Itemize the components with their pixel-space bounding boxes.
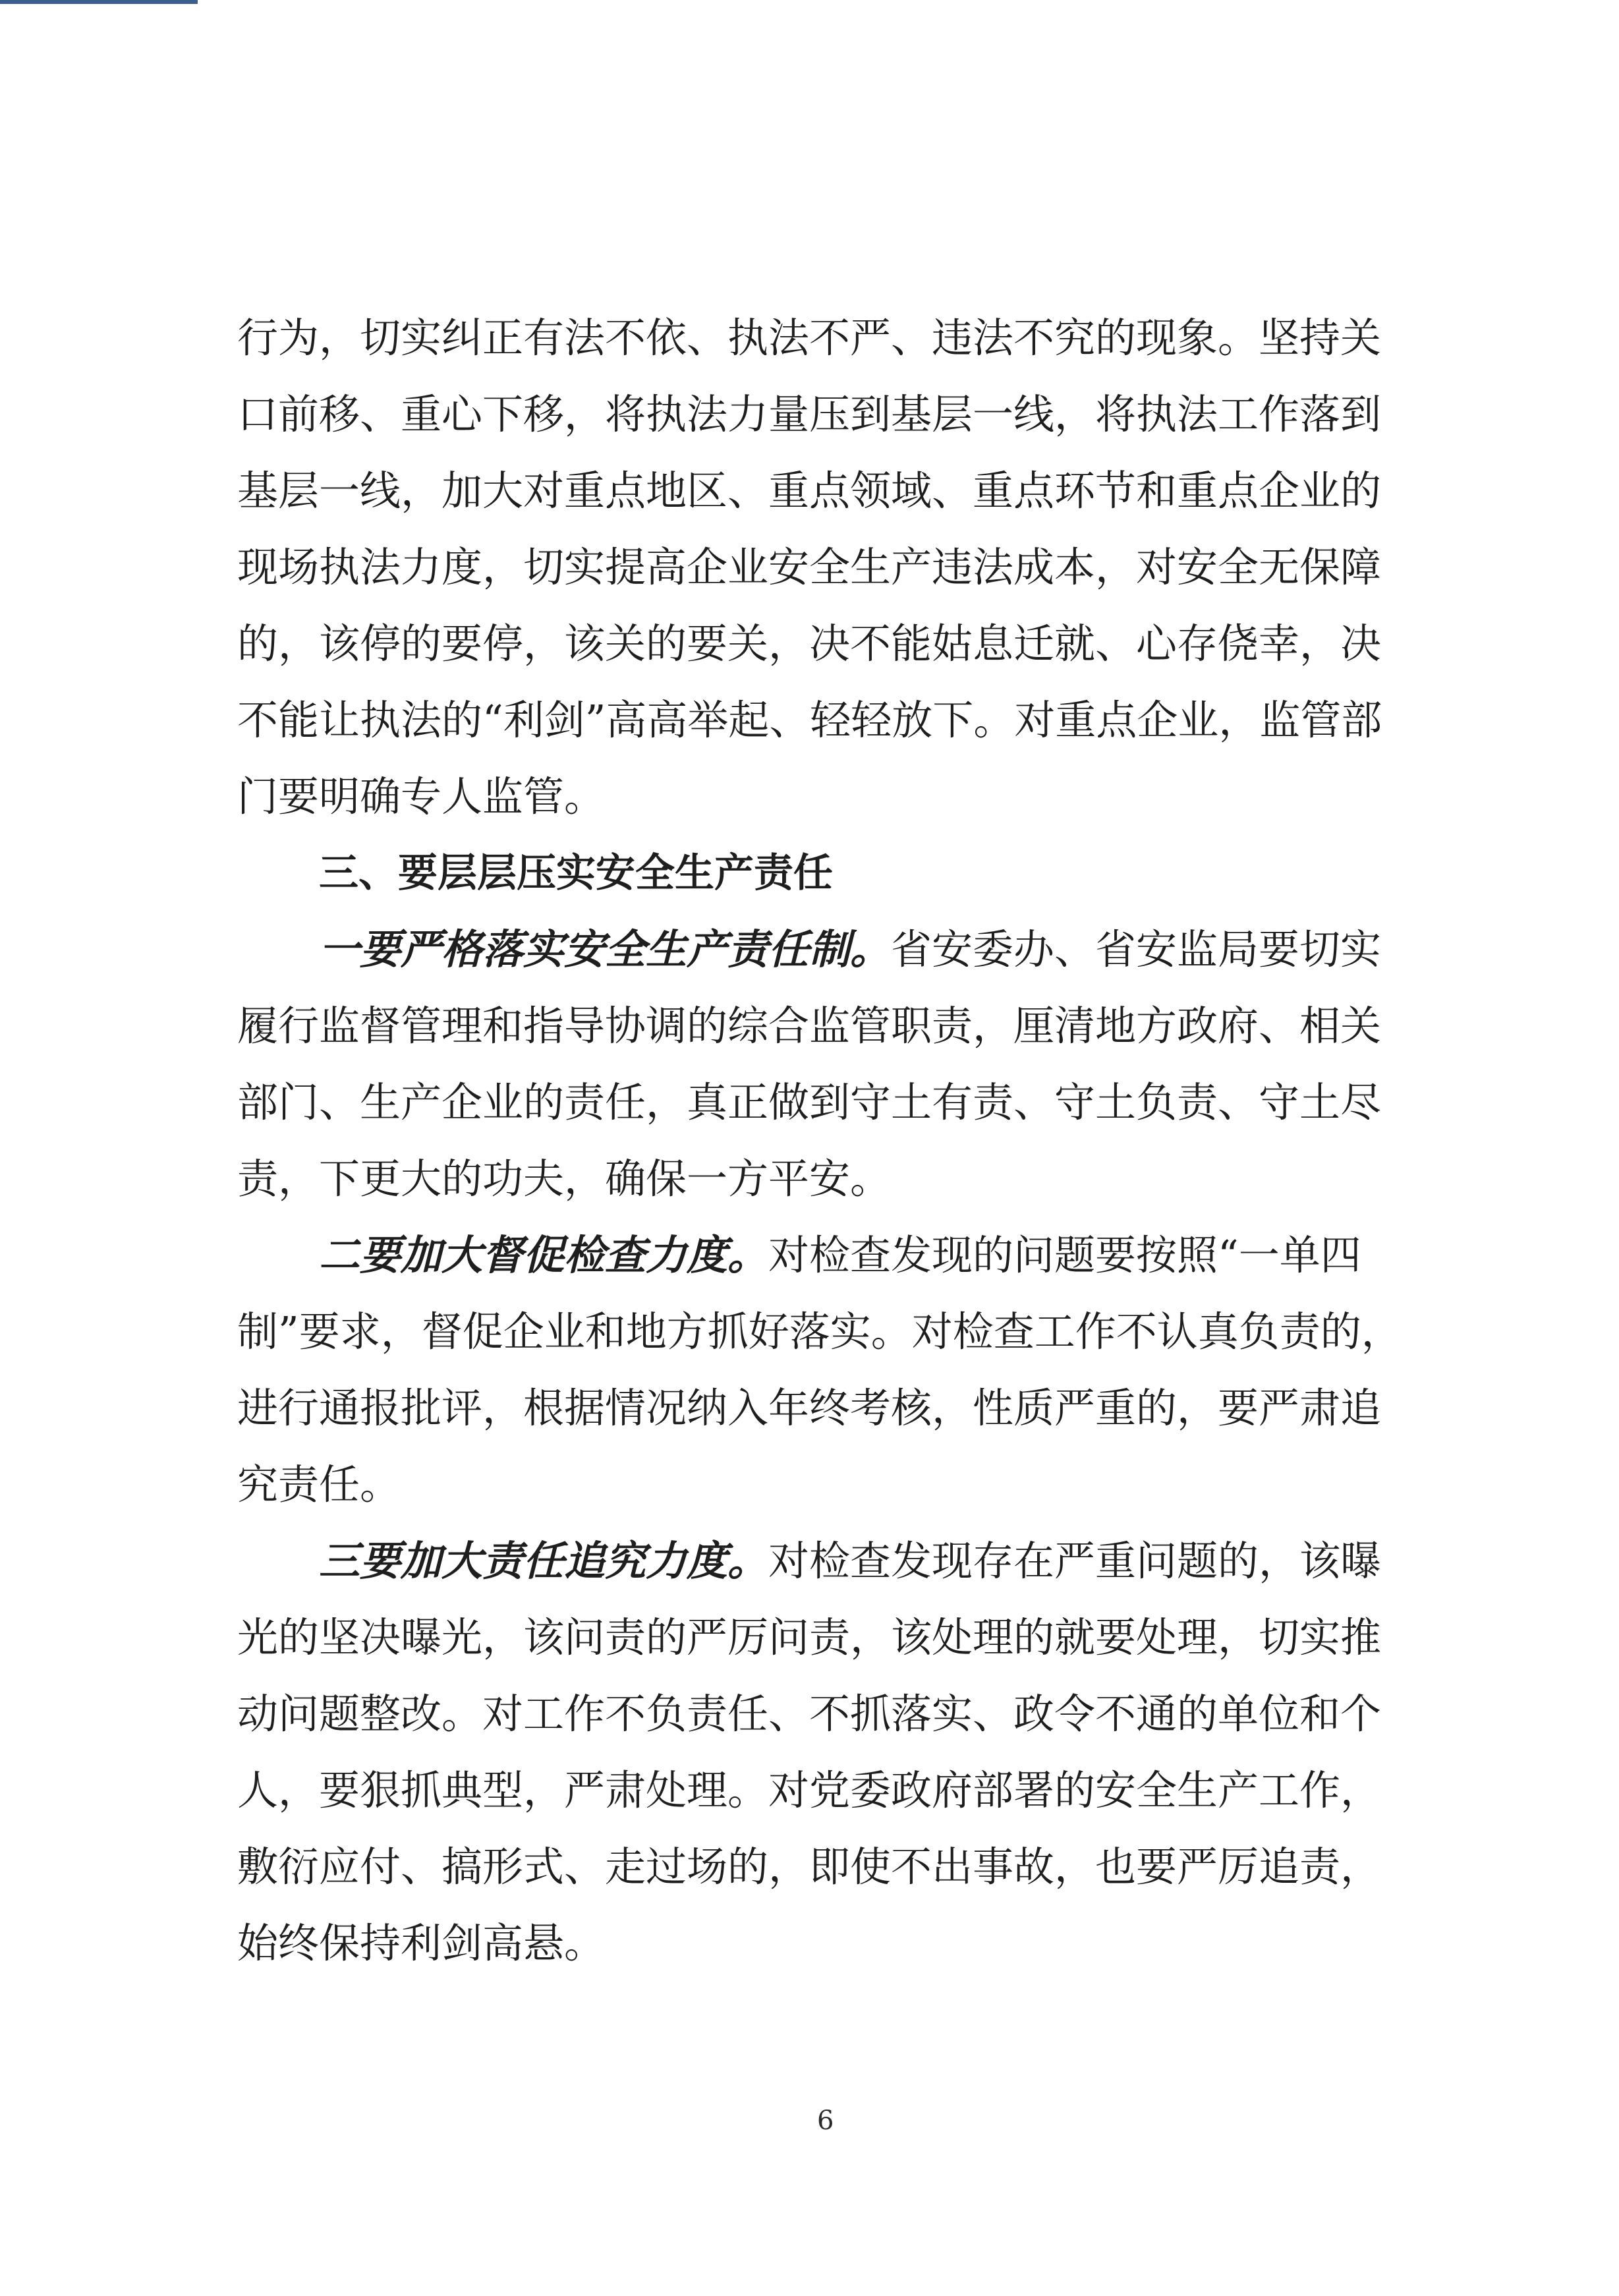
item2-first-line-rest: 对检查发现的问题要按照“一单四 [768,1231,1361,1279]
body-line: 门要明确专人监管。 [237,772,606,820]
item3-first-line-rest: 对检查发现存在严重问题的，该曝 [768,1537,1382,1585]
item1-lead: 一要严格落实安全生产责任制。 [319,925,892,973]
scan-edge-mark [0,0,198,4]
item1-line: 责，下更大的功夫，确保一方平安。 [237,1155,892,1203]
body-line: 基层一线，加大对重点地区、重点领域、重点环节和重点企业的 [237,467,1382,515]
item2-line: 进行通报批评，根据情况纳入年终考核，性质严重的，要严肃追 [237,1384,1382,1432]
body-line: 的，该停的要停，该关的要关，决不能姑息迁就、心存侥幸，决 [237,619,1382,668]
page-number: 6 [817,2106,834,2136]
item3-line: 始终保持利剑高悬。 [237,1919,606,1967]
item1-first-line [237,911,1436,988]
item2-line: 究责任。 [237,1460,401,1508]
item2-lead: 二要加大督促检查力度。 [319,1231,769,1279]
item3-line: 人，要狠抓典型，严肃处理。对党委政府部署的安全生产工作， [237,1766,1382,1814]
body-line: 行为，切实纠正有法不依、执法不严、违法不究的现象。坚持关 [237,314,1382,362]
item1-line: 部门、生产企业的责任，真正做到守土有责、守土负责、守土尽 [237,1078,1382,1126]
document-body [237,300,1436,1982]
item3-first-line [237,1523,1436,1599]
section-heading: 三、要层层压实安全生产责任 [319,850,833,896]
item1-line: 履行监督管理和指导协调的综合监管职责，厘清地方政府、相关 [237,1002,1382,1050]
item2-line: 制”要求，督促企业和地方抓好落实。对检查工作不认真负责的， [237,1307,1402,1356]
item3-line: 敷衍应付、搞形式、走过场的，即使不出事故，也要严厉追责， [237,1843,1382,1891]
item3-line: 动问题整改。对工作不负责任、不抓落实、政令不通的单位和个 [237,1690,1382,1738]
body-line: 现场执法力度，切实提高企业安全生产违法成本，对安全无保障 [237,543,1382,591]
body-line: 不能让执法的“利剑”高高举起、轻轻放下。对重点企业，监管部 [237,696,1382,744]
item3-line: 光的坚决曝光，该问责的严厉问责，该处理的就要处理，切实推 [237,1613,1382,1661]
item2-first-line [237,1217,1436,1294]
item1-first-line-rest: 省安委办、省安监局要切实 [891,925,1382,973]
body-line: 口前移、重心下移，将执法力量压到基层一线，将执法工作落到 [237,390,1382,438]
item3-lead: 三要加大责任追究力度。 [319,1537,769,1585]
